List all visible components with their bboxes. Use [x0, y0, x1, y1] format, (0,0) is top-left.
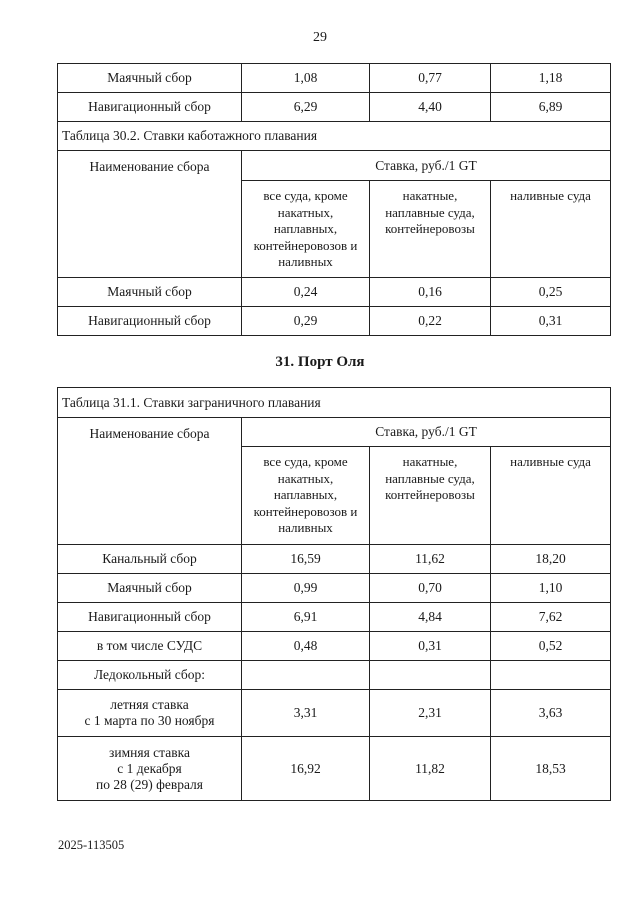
rate-value: 2,31	[370, 690, 491, 737]
empty-cell	[491, 661, 611, 690]
rate-value: 0,25	[491, 278, 611, 307]
table-row	[58, 737, 611, 801]
table-caption: Таблица 31.1. Ставки заграничного плавания	[58, 388, 611, 418]
rate-value: 0,22	[370, 307, 491, 336]
row-name-line: по 28 (29) февраля	[95, 776, 203, 792]
table-row	[58, 632, 611, 661]
table-caption: Таблица 30.2. Ставки каботажного плавания	[58, 122, 611, 151]
row-name: Навигационный сбор	[58, 603, 242, 632]
table-header-row	[58, 151, 611, 181]
section-title: 31. Порт Оля	[275, 354, 365, 370]
header-name: Наименование сбора	[58, 418, 242, 545]
rate-value: 16,59	[242, 545, 370, 574]
table-row	[58, 661, 611, 690]
header-rate: Ставка, руб./1 GT	[242, 151, 611, 181]
table-30-2	[57, 63, 611, 336]
rate-value: 0,31	[491, 307, 611, 336]
rate-value: 11,82	[370, 737, 491, 801]
row-name: Маячный сбор	[58, 278, 242, 307]
table-row	[58, 307, 611, 336]
table-row	[58, 690, 611, 737]
empty-cell	[242, 661, 370, 690]
row-name-line: летняя ставка	[110, 697, 189, 712]
rate-value: 11,62	[370, 545, 491, 574]
document-number: 2025-113505	[58, 838, 125, 852]
row-name	[58, 737, 242, 801]
row-name: Навигационный сбор	[58, 307, 242, 336]
table-header-row	[58, 418, 611, 447]
row-name	[58, 690, 242, 737]
rate-value: 6,29	[242, 93, 370, 122]
header-name: Наименование сбора	[58, 151, 242, 278]
rate-value: 0,52	[491, 632, 611, 661]
rate-value: 0,99	[242, 574, 370, 603]
rate-value: 16,92	[242, 737, 370, 801]
row-name: Навигационный сбор	[58, 93, 242, 122]
rate-value: 3,63	[491, 690, 611, 737]
table-row	[58, 93, 611, 122]
table-caption-row	[58, 122, 611, 151]
subheader-all-ships: все суда, кроме накатных, наплавных, контейнеровозов и наливных	[242, 181, 370, 278]
row-name-line: с 1 марта по 30 ноября	[84, 713, 215, 728]
table-31-1	[57, 387, 611, 801]
row-name: Канальный сбор	[58, 545, 242, 574]
rate-value: 1,18	[491, 64, 611, 93]
rate-value: 0,48	[242, 632, 370, 661]
rate-value: 3,31	[242, 690, 370, 737]
rate-value: 4,40	[370, 93, 491, 122]
table-row	[58, 64, 611, 93]
empty-cell	[370, 661, 491, 690]
subheader-roro: накатные, наплавные суда, контейнеровозы	[370, 447, 491, 545]
rate-value: 0,31	[370, 632, 491, 661]
table-caption-row	[58, 388, 611, 418]
table-row	[58, 545, 611, 574]
rate-value: 0,77	[370, 64, 491, 93]
rate-value: 0,24	[242, 278, 370, 307]
row-name: Маячный сбор	[58, 64, 242, 93]
header-rate: Ставка, руб./1 GT	[242, 418, 611, 447]
row-name-line: с 1 декабря	[117, 760, 182, 776]
subheader-all-ships: все суда, кроме накатных, наплавных, контейнеровозов и наливных	[242, 447, 370, 545]
rate-value: 18,53	[491, 737, 611, 801]
row-name-line: зимняя ставка	[109, 744, 190, 760]
subheader-tankers: наливные суда	[491, 181, 611, 278]
rate-value: 6,89	[491, 93, 611, 122]
table-row	[58, 603, 611, 632]
table-row	[58, 574, 611, 603]
rate-value: 1,10	[491, 574, 611, 603]
subheader-roro: накатные, наплавные суда, контейнеровозы	[370, 181, 491, 278]
rate-value: 18,20	[491, 545, 611, 574]
row-name: Маячный сбор	[58, 574, 242, 603]
rate-value: 4,84	[370, 603, 491, 632]
row-name: в том числе СУДС	[58, 632, 242, 661]
subheader-tankers: наливные суда	[491, 447, 611, 545]
rate-value: 0,16	[370, 278, 491, 307]
rate-value: 7,62	[491, 603, 611, 632]
rate-value: 0,29	[242, 307, 370, 336]
table-row	[58, 278, 611, 307]
row-name: Ледокольный сбор:	[58, 661, 242, 690]
rate-value: 0,70	[370, 574, 491, 603]
rate-value: 6,91	[242, 603, 370, 632]
rate-value: 1,08	[242, 64, 370, 93]
page-number: 29	[313, 30, 327, 45]
